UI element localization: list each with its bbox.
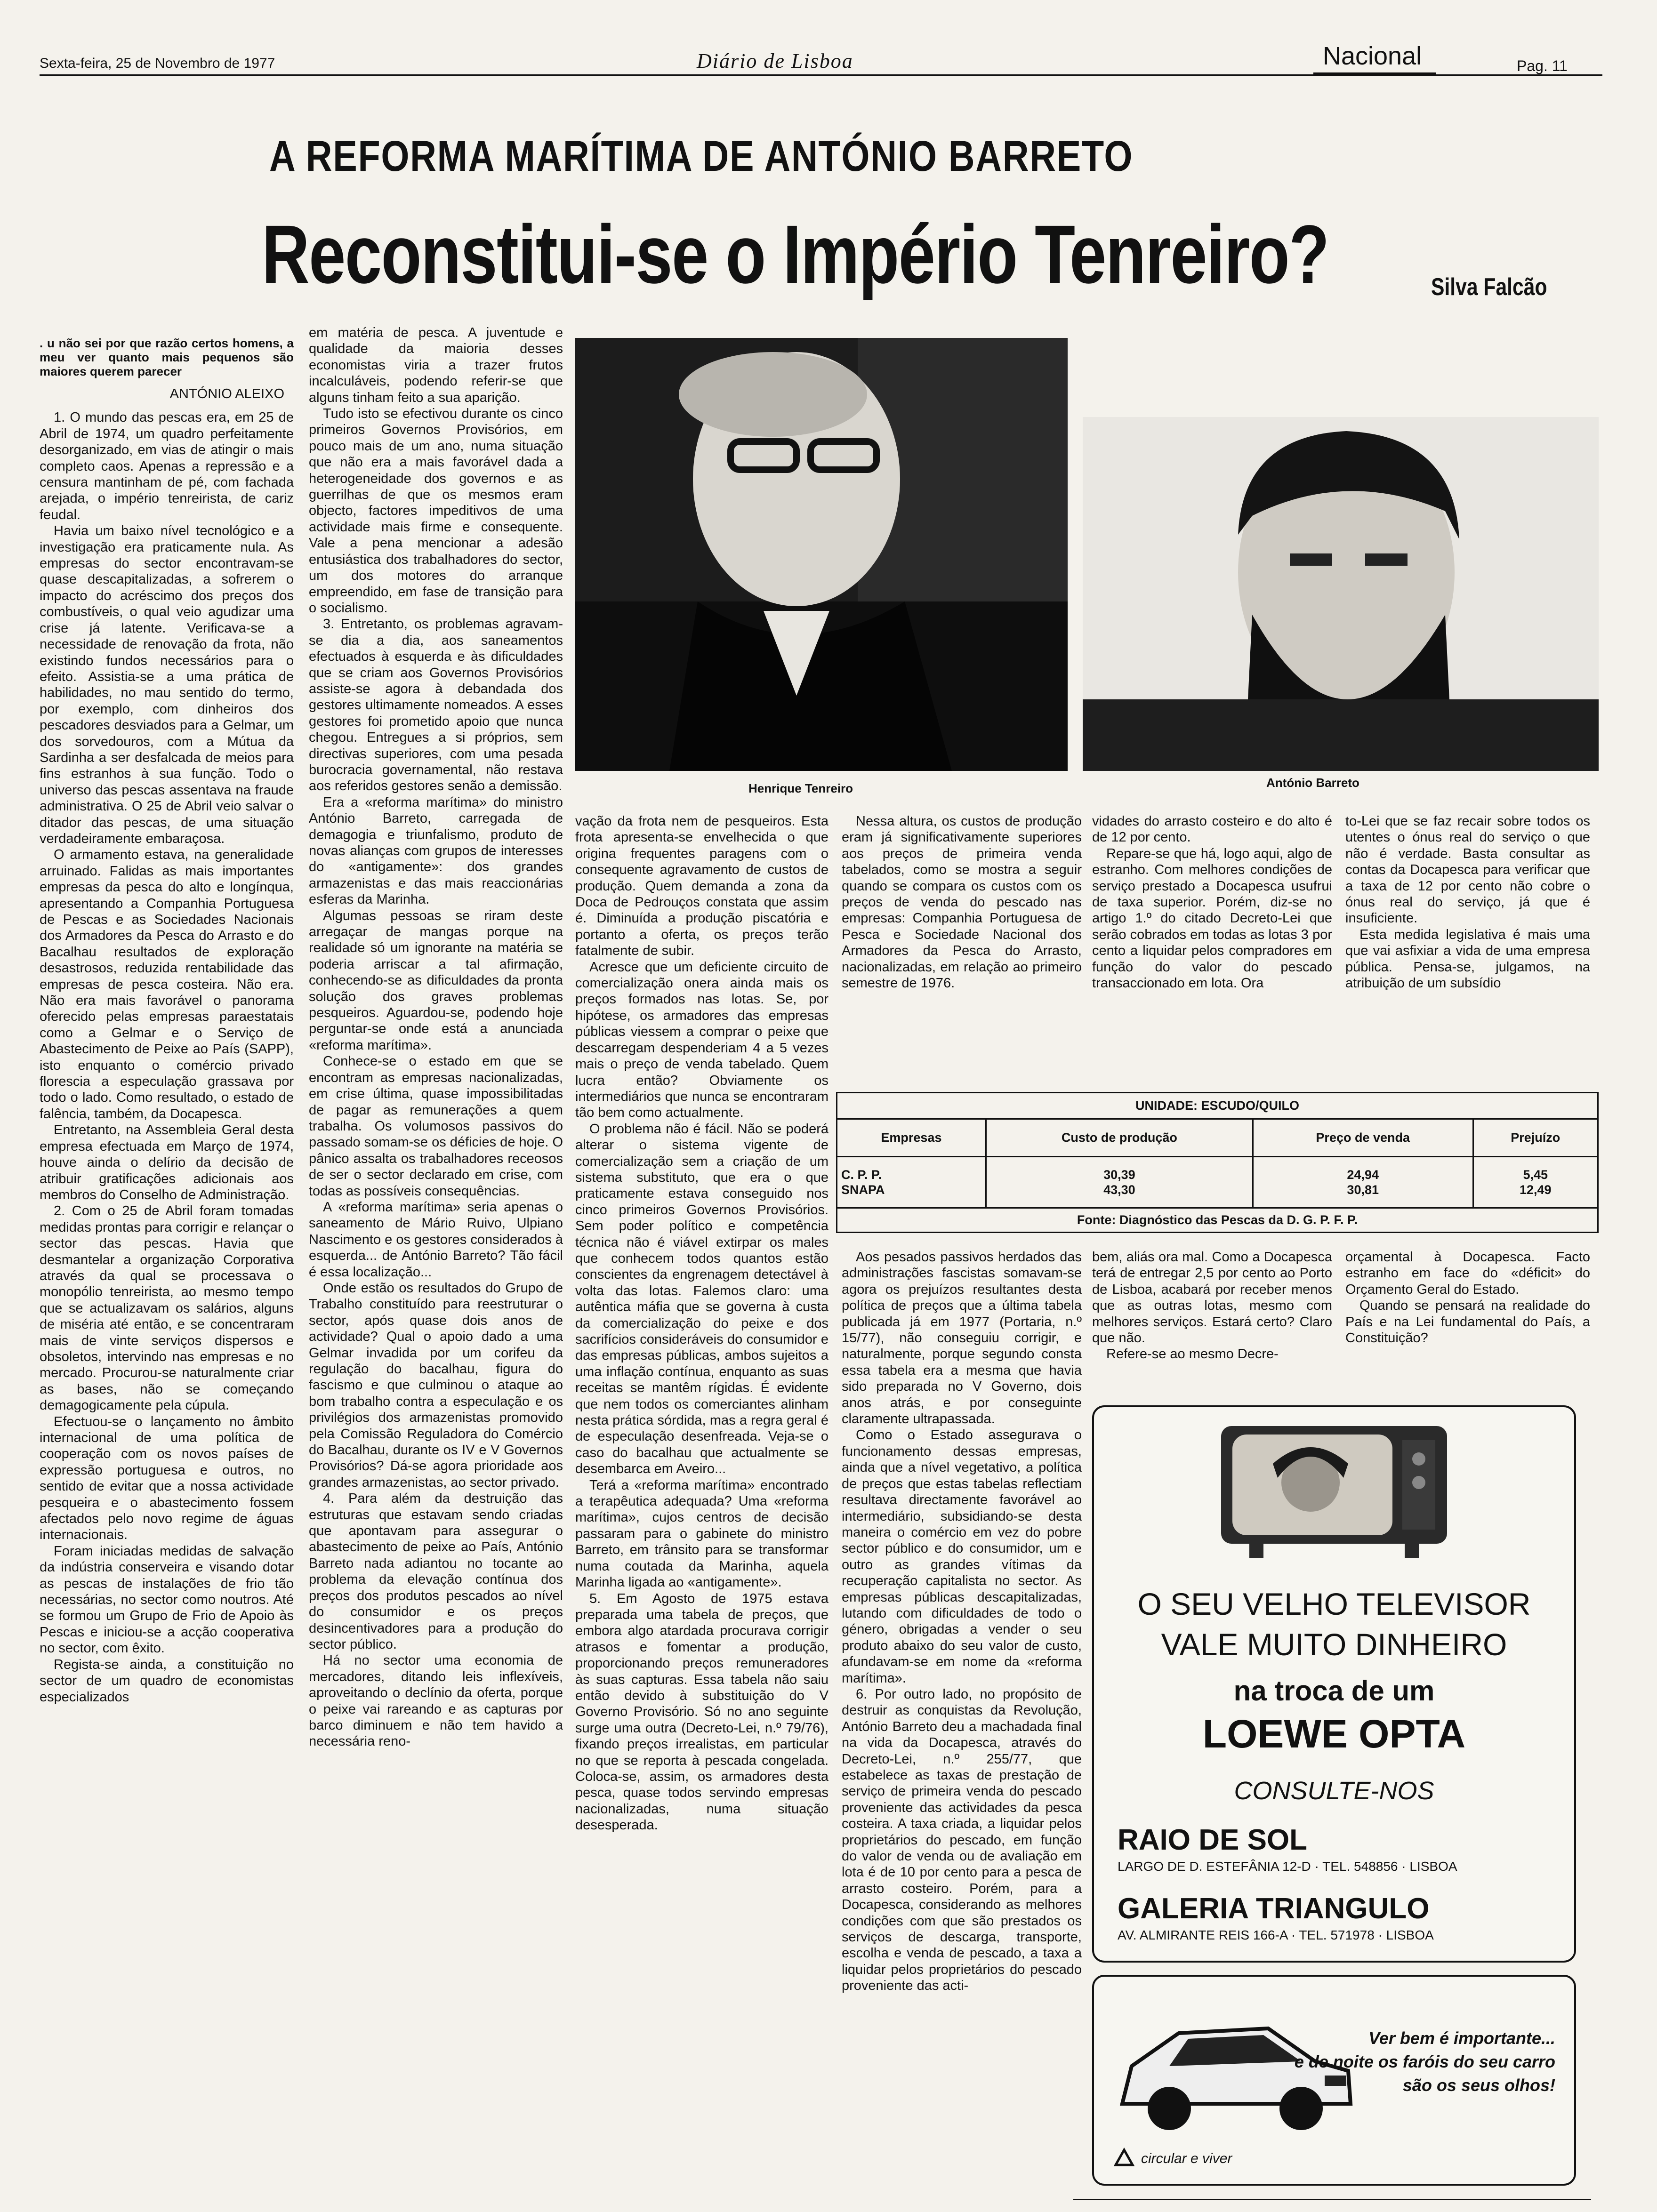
page-number: Pag. 11	[1517, 57, 1568, 74]
advert-car-headlights[interactable]	[1092, 1975, 1576, 2186]
ad-line-1: O SEU VELHO TELEVISOR	[1137, 1587, 1531, 1621]
photo-caption-left: Henrique Tenreiro	[748, 781, 853, 795]
television-illustration	[1221, 1426, 1447, 1558]
ad-store-2: GALERIA TRIANGULO	[1118, 1892, 1430, 1925]
paragraph: vação da frota nem de pesqueiros. Esta frota apresenta-se envelhecida o que origina frequentes paragens com o consequente agravamento de custos de produção. Quem demanda a zona da Doca de Pedrouços constata que assim é. Diminuída a produção piscatória e portanto a oferta, os preços terão fatalmente de subir.	[575, 814, 828, 959]
table-source: Fonte: Diagnóstico das Pescas da D. G. P. F. P.	[837, 1208, 1598, 1233]
table-header: Empresas	[837, 1119, 986, 1157]
paragraph: Repare-se que há, logo aqui, algo de estranho. Com melhores condições de serviço prestado a Docapesca usufrui de taxa superior. Porém, diz-se no artigo 1.º do citado Decreto-Lei que serão cobrados em todas as lotas 3 por cento a liquidar pelos compradores em função do valor do pescado transaccionado em lota. Ora	[1092, 846, 1332, 991]
section-rule	[1313, 72, 1436, 76]
article-column-3	[575, 813, 828, 2188]
article-column-1	[40, 336, 294, 2124]
paragraph: Conhece-se o estado em que se encontram as empresas nacionalizadas, em crise última, quase impossibilitadas de pagar as remunerações a quem trabalha. Os volumosos passivos do passado somam-se os déficies de hoje. O pânico assalta os trabalhadores receosos de ser o sector declarado em crise, com todas as possíveis consequências.	[309, 1054, 563, 1199]
epigraph: . u não sei por que razão certos homens, a meu ver quanto mais pequenos são maiores querem parecer	[40, 336, 294, 378]
paragraph: Onde estão os resultados do Grupo de Trabalho constituído para reestruturar o sector, após quase dois anos de actividade? Qual o apoio dado a uma Gelmar invadida por um corifeu da regulação do bacalhau, figura do fascismo e que culminou o ataque ao bom trabalho contra a especulação e os privilégios dos armazenistas promovido pela Comissão Reguladora do Comércio do Bacalhau, durante os IV e V Governos Provisórios? Dá-se agora prioridade aos grandes armazenistas, ao sector privado.	[309, 1280, 563, 1490]
table-header: Custo de produção	[986, 1119, 1253, 1157]
paragraph: Havia um baixo nível tecnológico e a investigação era praticamente nula. As empresas do sector encontravam-se quase descapitalizadas, a sofrerem o impacto do acréscimo dos preços dos combustíveis, o qual veio agudizar uma crise já latente. Verificava-se a necessidade de renovação da frota, não existindo fundos necessários para o efeito. Assistia-se a uma prática de habilidades, no mau sentido do termo, por exemplo, com dinheiros dos pescadores desviados para a Gelmar, um dos sorvedouros, com a Mútua da Sardinha a ser desfalcada de meios para fins estranhos à sua função. Todo o universo das pescas assentava na fraude administrativa. O 25 de Abril veio salvar o ditador das pescas, de uma situação verdadeiramente embaraçosa.	[40, 523, 294, 846]
paragraph: vidades do arrasto costeiro e do alto é de 12 por cento.	[1092, 814, 1332, 845]
paragraph: Acresce que um deficiente circuito de comercialização onera ainda mais os preços formados nas lotas. Se, por hipótese, os armadores das empresas públicas viessem a comprar o peixe que descarregam despenderiam 4 a 5 vezes mais o preço de venda tabelado. Quem lucra então? Obviamente os intermediários que nunca se encontraram tão bem como actualmente.	[575, 959, 828, 1121]
table-cell-venda: 24,94	[1347, 1168, 1379, 1182]
paragraph: Era a «reforma marítima» do ministro António Barreto, carregada de demagogia e triunfalismo, produto de novas alianças com grupos de interesses do «antigamente»: dos grandes armazenistas e das mais reaccionárias esferas da Marinha.	[309, 794, 563, 907]
headline-kicker: A REFORMA MARÍTIMA DE ANTÓNIO BARRETO	[269, 132, 1134, 180]
paragraph: orçamental à Docapesca. Facto estranho em face do «déficit» do Orçamento Geral do Estado.	[1345, 1250, 1590, 1297]
table-header: Preço de venda	[1253, 1119, 1473, 1157]
table-cell-venda: 30,81	[1347, 1183, 1379, 1197]
paragraph: 3. Entretanto, os problemas agravam-se dia a dia, aos saneamentos efectuados à esquerda e às dificuldades que se criam aos Governos Provisórios assiste-se agora à debandada dos gestores ultimamente nomeados. A esses gestores foi prometido apoio que nunca chegou. Entregues a si próprios, sem directivas superiores, com uma pesada burocracia governamental, não restava aos referidos gestores senão a demissão.	[309, 617, 563, 794]
ad-line-3: na troca de um	[1233, 1675, 1435, 1707]
ad-store-1: RAIO DE SOL	[1118, 1824, 1308, 1856]
article-column-6-top	[1345, 813, 1590, 1077]
paragraph: Há no sector uma economia de mercadores, ditando leis inflexíveis, aproveitando o declínio da oferta, porque o peixe vai rareando e as capturas por barco diminuem e não tem havido a necessária reno-	[309, 1653, 563, 1749]
photo-henrique-tenreiro	[575, 338, 1068, 771]
table-cell-custo: 43,30	[1103, 1183, 1135, 1197]
table-row	[837, 1157, 1598, 1208]
car-ad-slogan: circular e viver	[1141, 2151, 1232, 2166]
paragraph: O problema não é fácil. Não se poderá alterar o sistema vigente de comercialização sem a criação de um sistema substituto, que era o que praticamente estava conseguido nos cinco primeiros Governos Provisórios. Sem poder político e competência técnica não é viável extirpar os males que conhecem todos quantos estão conscientes da engrenagem detectável à volta das lotas. Falemos claro: uma autêntica máfia que se governa à custa da comercialização do peixe e dos sacrifícios consideráveis do consumidor e das empresas públicas, ambos sujeitos a uma inflação contínua, enquanto as suas receitas se mantêm rígidas. É evidente que nem todos os comerciantes alinham nesta prática sórdida, mas a regra geral é de especulação desenfreada. Veja-se o caso do bacalhau que actualmente se desembarca em Aveiro...	[575, 1121, 828, 1477]
byline: Silva Falcão	[1431, 273, 1547, 301]
paragraph: Foram iniciadas medidas de salvação da indústria conserveira e visando dotar as pescas de instalações de frio tão necessárias, no sector como noutros. Até se formou um Grupo de Frio de Apoio às Pescas e iniciou-se a acção cooperativa no sector, com êxito.	[40, 1543, 294, 1656]
advert-loewe-opta[interactable]	[1092, 1405, 1576, 1963]
issue-date: Sexta-feira, 25 de Novembro de 1977	[40, 56, 275, 71]
masthead: Diário de Lisboa	[697, 49, 853, 72]
paragraph: A «reforma marítima» seria apenas o saneamento de Mário Ruivo, Ulpiano Nascimento e os gestores considerados à esquerda... de António Barreto? Tão fácil é essa localização...	[309, 1199, 563, 1280]
table-cell-empresa: C. P. P.	[841, 1168, 882, 1182]
paragraph: Nessa altura, os custos de produção eram já significativamente superiores aos preços de primeira venda tabelados, como se mostra a seguir quando se compara os custos com os preços de venda do pescado nas empresas: Companhia Portuguesa de Pesca e Sociedade Nacional dos Armadores da Pesca do Arrasto, nacionalizadas, em relação ao primeiro semestre de 1976.	[842, 814, 1082, 991]
paragraph: em matéria de pesca. A juventude e qualidade da maioria desses economistas viria a trazer frutos incalculáveis, podendo referir-se que alguns tinham feito a sua aparição.	[309, 325, 563, 405]
table-cell-prejuizo: 12,49	[1519, 1183, 1552, 1197]
article-column-4-bottom	[842, 1249, 1082, 2188]
paragraph: Entretanto, na Assembleia Geral desta empresa efectuada em Março de 1974, houve ainda o delírio da decisão de atribuir gratificações adicionais aos membros do Conselho de Administração.	[40, 1122, 294, 1202]
car-ad-line-2: e de noite os faróis do seu carro	[1294, 2052, 1555, 2071]
paragraph: 1. O mundo das pescas era, em 25 de Abril de 1974, um quadro perfeitamente desorganizado, em vias de atingir o mais completo caos. Apenas a repressão e a censura mantinham de pé, com fachada arejada, o império tenreirista, de cariz feudal.	[40, 410, 294, 522]
article-column-5-top	[1092, 813, 1332, 1077]
paragraph: Esta medida legislativa é mais uma que vai asfixiar a vida de uma empresa pública. Pensa-se, julgamos, na atribuição de um subsídio	[1345, 927, 1590, 991]
table-header: Prejuízo	[1473, 1119, 1598, 1157]
article-column-6-bottom	[1345, 1249, 1590, 1404]
paragraph: 2. Com o 25 de Abril foram tomadas medidas prontas para corrigir e relançar o sector das pescas. Havia que desmantelar a organização Corporativa através da qual se processava o monopólio tenreirista, ao mesmo tempo que se actualizavam os salários, alguns de miséria até então, e se concentraram mais de vinte serviços dispersos e obsoletos, intervindo nas empresas e no mercado. Procurou-se naturalmente criar as bases, não se começando demagogicamente pela cúpula.	[40, 1203, 294, 1413]
table-cell-prejuizo: 5,45	[1523, 1168, 1548, 1182]
ad-cta: CONSULTE-NOS	[1234, 1777, 1434, 1805]
paragraph: Aos pesados passivos herdados das administrações fascistas somavam-se agora os prejuízos resultantes desta política de preços que a última tabela publicada já em 1977 (Portaria, n.º 15/77), não conseguiu corrigir, e naturalmente, porque segundo consta essa tabela era a mesma que havia sido preparada no V Governo, dois anos atrás, e por conseguinte claramente ultrapassada.	[842, 1250, 1082, 1427]
paragraph: 6. Por outro lado, no propósito de destruir as conquistas da Revolução, António Barreto deu a machadada final na vida da Docapesca, através do Decreto-Lei, n.º 255/77, que estabelece as taxas de prestação de serviço de primeira venda do pescado proveniente das actividades da pesca costeira. A taxa criada, a liquidar pelos proprietários do pescado, em função do valor de venda ou de avaliação em lota é de 10 por cento para a pesca de arrasto costeiro. Porém, para a Docapesca, considerando as melhores condições com que são prestados os serviços de descarga, transporte, escolha e venda de pescado, a taxa a liquidar pelos proprietários do pescado proveniente das acti-	[842, 1686, 1082, 1994]
footer-rule	[1073, 2199, 1591, 2200]
paragraph: Como o Estado assegurava o funcionamento dessas empresas, ainda que a nível vegetativo, a política de preços que estas tabelas reflectiam resultava directamente favorável ao intermediário, subsidiando-se desta maneira o comércio em vez do pobre sector público e do consumidor, um e outro as grandes vítimas da recuperação capitalista no sector. As empresas públicas descapitalizadas, lutando com dificuldades de todo o género, obrigadas a vender o seu produto abaixo do seu valor de custo, afundavam-se em nome da «reforma marítima».	[842, 1427, 1082, 1686]
paragraph: 5. Em Agosto de 1975 estava preparada uma tabela de preços, que embora algo atardada procurava corrigir atrasos e fomentar a produção, proporcionando preços remuneradores às suas capturas. Essa tabela não saiu então devido à substituição do V Governo Provisório. Só no ano seguinte surge uma outra (Decreto-Lei, n.º 79/76), fixando preços irrealistas, em particular no que se reporta à pescada congelada. Coloca-se, assim, os armadores desta pesca, quase todos servindo empresas nacionalizadas, numa situação desesperada.	[575, 1591, 828, 1833]
paragraph: O armamento estava, na generalidade arruinado. Falidas as mais importantes empresas da pesca do alto e longínqua, apresentando a Companhia Portuguesa de Pescas e as Sociedades Nacionais dos Armadores da Pesca do Arrasto e do Bacalhau resultados de exploração desastrosos, reduzida rentabilidade das empresas de pesca costeira. Não era. Não era mais favorável o panorama oferecido pelas empresas paraestatais como a Gelmar e o Serviço de Abastecimento de Peixe ao País (SAPP), isto enquanto o comércio privado florescia a especulação grassava por todo o lado. Como resultado, o estado de falência, também, da Docapesca.	[40, 847, 294, 1122]
ad-brand: LOEWE OPTA	[1202, 1712, 1466, 1756]
slogan-logo-icon	[1113, 2146, 1135, 2169]
paragraph: Tudo isto se efectivou durante os cinco primeiros Governos Provisórios, em pouco mais de um ano, numa situação que não era a mais favorável dada a heterogeneidade dos governos e as guerrilhas de que os mesmos eram objecto, factores impeditivos de uma actividade mais firme e consequente. Vale a pena mencionar a adesão entusiástica dos trabalhadores do sector, um dos motores do arranque empreendido, em fase de transição para o socialismo.	[309, 406, 563, 616]
epigraph-author: ANTÓNIO ALEIXO	[169, 386, 284, 401]
article-column-4-top	[842, 813, 1082, 1077]
photo-antonio-barreto	[1083, 417, 1599, 771]
car-ad-line-3: são os seus olhos!	[1402, 2076, 1555, 2095]
table-unit: UNIDADE: ESCUDO/QUILO	[837, 1093, 1598, 1119]
cost-table	[836, 1092, 1599, 1233]
paragraph: Regista-se ainda, a constituição no sector de um quadro de economistas especializados	[40, 1657, 294, 1705]
headline-title: Reconstitui-se o Império Tenreiro?	[262, 208, 1329, 301]
paragraph: 4. Para além da destruição das estruturas que estavam sendo criadas que apontavam para assegurar o abastecimento de peixe ao País, António Barreto nada adiantou no tocante ao problema da elevação contínua dos preços dos produtos pescados ao nível do consumidor e os preços desincentivadores para a produção do sector público.	[309, 1491, 563, 1652]
ad-store-2-address: AV. ALMIRANTE REIS 166-A · TEL. 571978 · LISBOA	[1118, 1928, 1434, 1942]
ad-store-1-address: LARGO DE D. ESTEFÂNIA 12-D · TEL. 548856 · LISBOA	[1118, 1859, 1457, 1874]
table-cell-custo: 30,39	[1103, 1168, 1135, 1182]
car-ad-line-1: Ver bem é importante...	[1368, 2028, 1555, 2048]
paragraph: Algumas pessoas se riram deste arregaçar de mangas porque na realidade só um ignorante na matéria se poderia arriscar a tal afirmação, conhecendo-se as dificuldades da pronta solução dos graves problemas pesqueiros. Aguardou-se, podendo hoje perguntar-se onde está a anunciada «reforma marítima».	[309, 908, 563, 1053]
paragraph: Refere-se ao mesmo Decre-	[1106, 1346, 1279, 1362]
paragraph: Quando se pensará na realidade do País e na Lei fundamental do País, a Constituição?	[1345, 1298, 1590, 1346]
section-name: Nacional	[1323, 42, 1422, 70]
article-column-2	[309, 325, 563, 2188]
paragraph: Terá a «reforma marítima» encontrado a terapêutica adequada? Uma «reforma marítima», cujos centros de decisão passaram para o gabinete do ministro Barreto, em trânsito para se transformar numa coutada da Marinha, aquela Marinha ligada ao «antigamente».	[575, 1477, 828, 1590]
table-cell-empresa: SNAPA	[841, 1183, 885, 1197]
paragraph: Efectuou-se o lançamento no âmbito internacional de uma política de cooperação com os novos países de expressão portuguesa e outros, no sentido de evitar que a nossa actividade pesqueira e o abastecimento fossem afectados pelo novo regime de águas internacionais.	[40, 1414, 294, 1543]
paragraph: to-Lei que se faz recair sobre todos os utentes o ónus real do serviço o que não é verdade. Basta consultar as contas da Docapesca para verificar que a taxa de 12 por cento não cobre o ónus real do serviço, já que é insuficiente.	[1345, 814, 1590, 926]
photo-caption-right: António Barreto	[1266, 776, 1359, 790]
ad-line-2: VALE MUITO DINHEIRO	[1161, 1627, 1507, 1662]
paragraph: bem, aliás ora mal. Como a Docapesca terá de entregar 2,5 por cento ao Porto de Lisboa, acabará por receber menos que as outras lotas, mesmo com melhores serviços. Estará certo? Claro que não.	[1092, 1250, 1332, 1346]
article-column-5-bottom	[1092, 1249, 1332, 1404]
